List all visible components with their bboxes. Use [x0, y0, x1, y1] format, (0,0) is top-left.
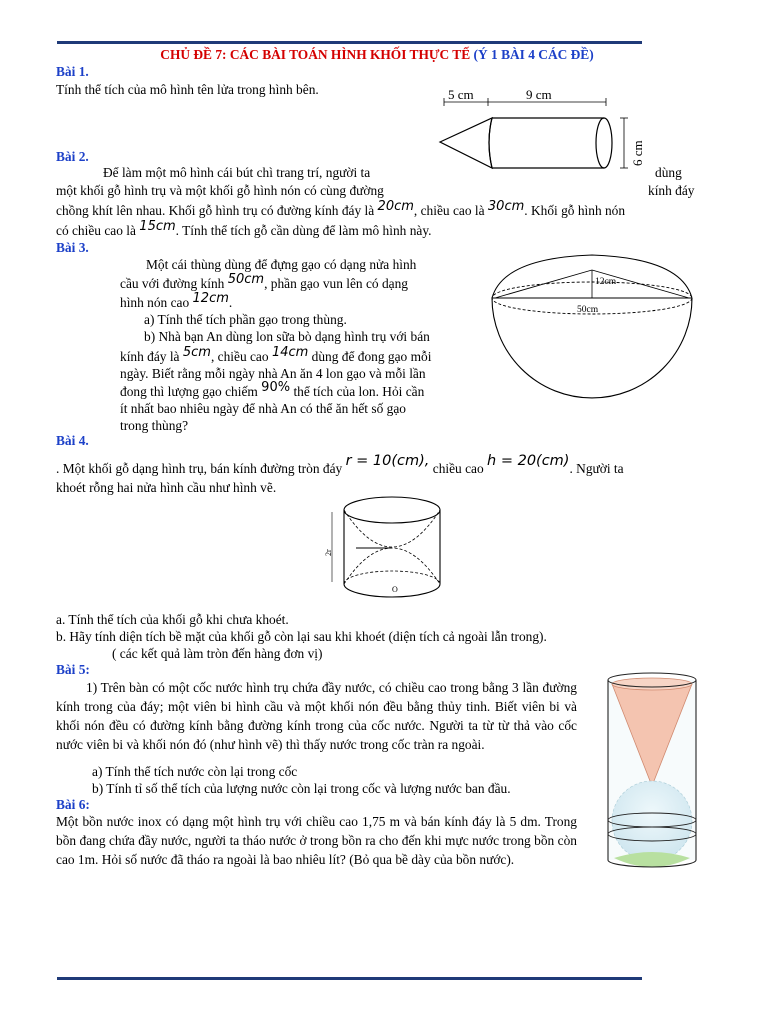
bai3-b4: đong thì lượng gạo chiếm 90% thể tích của lon. Hỏi cần — [120, 380, 425, 399]
bai5-label: Bài 5: — [56, 662, 90, 677]
bai2-line4: có chiều cao là 15cm. Tính thể tích gỗ cần dùng để làm mô hình này. — [56, 219, 432, 238]
bai2-line3: chồng khít lên nhau. Khối gỗ hình trụ có đường kính đáy là 20cm, chiều cao là 30cm. Khối gỗ hình nón — [56, 199, 626, 218]
bai4-label: Bài 4. — [56, 433, 89, 448]
bai2-line2a: một khối gỗ hình trụ và một khối gỗ hình nón có cùng đường — [56, 183, 384, 198]
dim-height: 6 cm — [630, 140, 645, 166]
bai3-l1: Một cái thùng dùng để đựng gạo có dạng nửa hình — [146, 257, 417, 272]
fig-d-label: 50cm — [577, 305, 599, 315]
bai2-label: Bài 2. — [56, 149, 89, 164]
dim-cylinder: 9 cm — [526, 87, 552, 102]
bai4-b: b. Hãy tính diện tích bề mặt của khối gỗ còn lại sau khi khoét (diện tích cả ngoài lẫn trong). — [56, 629, 547, 644]
bai5-b: b) Tính tỉ số thể tích của lượng nước còn lại trong cốc và lượng nước ban đầu. — [92, 781, 511, 796]
rice-bowl-figure — [485, 250, 699, 404]
page-title: CHỦ ĐỀ 7: CÁC BÀI TOÁN HÌNH KHỐI THỰC TẾ (Ý 1 BÀI 4 CÁC ĐỀ) — [160, 47, 594, 62]
glass-figure — [600, 668, 704, 880]
bottom-rule — [57, 977, 642, 980]
bai2-line1b: dùng — [655, 165, 682, 180]
bai1-label: Bài 1. — [56, 64, 89, 79]
bai5-a: a) Tính thể tích nước còn lại trong cốc — [92, 764, 298, 779]
bai4-l1: . Một khối gỗ dạng hình trụ, bán kính đường tròn đáy r = 10(cm), chiều cao h = 20(cm). Người ta — [56, 453, 624, 476]
top-rule — [57, 41, 642, 44]
bai4-a: a. Tính thể tích của khối gỗ khi chưa khoét. — [56, 612, 289, 627]
bai3-b6: trong thùng? — [120, 418, 189, 433]
dim-cone: 5 cm — [448, 87, 474, 102]
bai3-l2: cầu với đường kính 50cm, phần gạo vun lên có dạng — [120, 272, 408, 291]
bai2-line1a: Để làm một mô hình cái bút chì trang trí, người ta — [103, 165, 371, 180]
bai3-b5: ít nhất bao nhiêu ngày để nhà An có thể ăn hết số gạo — [120, 401, 406, 416]
bai2-line2b: kính đáy — [648, 183, 695, 198]
bai1-text: Tính thể tích của mô hình tên lửa trong hình bên. — [56, 82, 319, 97]
rocket-figure — [436, 84, 656, 184]
bai3-a: a) Tính thể tích phần gạo trong thùng. — [144, 312, 347, 327]
bai3-b1: b) Nhà bạn An dùng lon sữa bò dạng hình trụ với bán — [144, 329, 430, 344]
bai6-label: Bài 6: — [56, 797, 90, 812]
bai5-p1: 1) Trên bàn có một cốc nước hình trụ chứa đầy nước, có chiều cao trong bằng 3 lần đường kính trong của đáy; một viên bi hình cầu và một khối nón đều bằng thủy tinh. Biết viên bi và khối nón đều có đường kính bằng đường kính trong của cốc nước. Người ta từ từ thả vào cốc nước viên bi và khối nón đó (như hình vẽ) thì thấy nước trong cốc tràn ra ngoài. — [56, 680, 577, 752]
bai3-b2: kính đáy là 5cm, chiều cao 14cm dùng để đong gạo mỗi — [120, 345, 432, 364]
bai3-label: Bài 3. — [56, 240, 89, 255]
bai6-p1: Một bồn nước inox có dạng một hình trụ với chiều cao 1,75 m và bán kính đáy là 5 dm. Trong bồn đang chứa đầy nước, người ta tháo nước ở trong bồn ra cho đến khi mực nước trong bồn còn cao 1m. Hỏi số nước đã tháo ra ngoài là bao nhiêu lít? (Bỏ qua bề dày của bồn nước). — [56, 814, 577, 867]
fig-center-label: O — [392, 585, 398, 594]
bai3-b3: ngày. Biết rằng mỗi ngày nhà An ăn 4 lon gạo và mỗi lần — [120, 366, 426, 381]
bai4-l2: khoét rỗng hai nửa hình cầu như hình vẽ. — [56, 480, 277, 495]
bai4-note: ( các kết quả làm tròn đến hàng đơn vị) — [112, 646, 323, 661]
fig-side-label: 2r — [324, 549, 333, 556]
carved-cylinder-figure — [322, 494, 452, 608]
bai3-l3: hình nón cao 12cm. — [120, 291, 233, 310]
fig-h-label: 12cm — [595, 277, 617, 287]
